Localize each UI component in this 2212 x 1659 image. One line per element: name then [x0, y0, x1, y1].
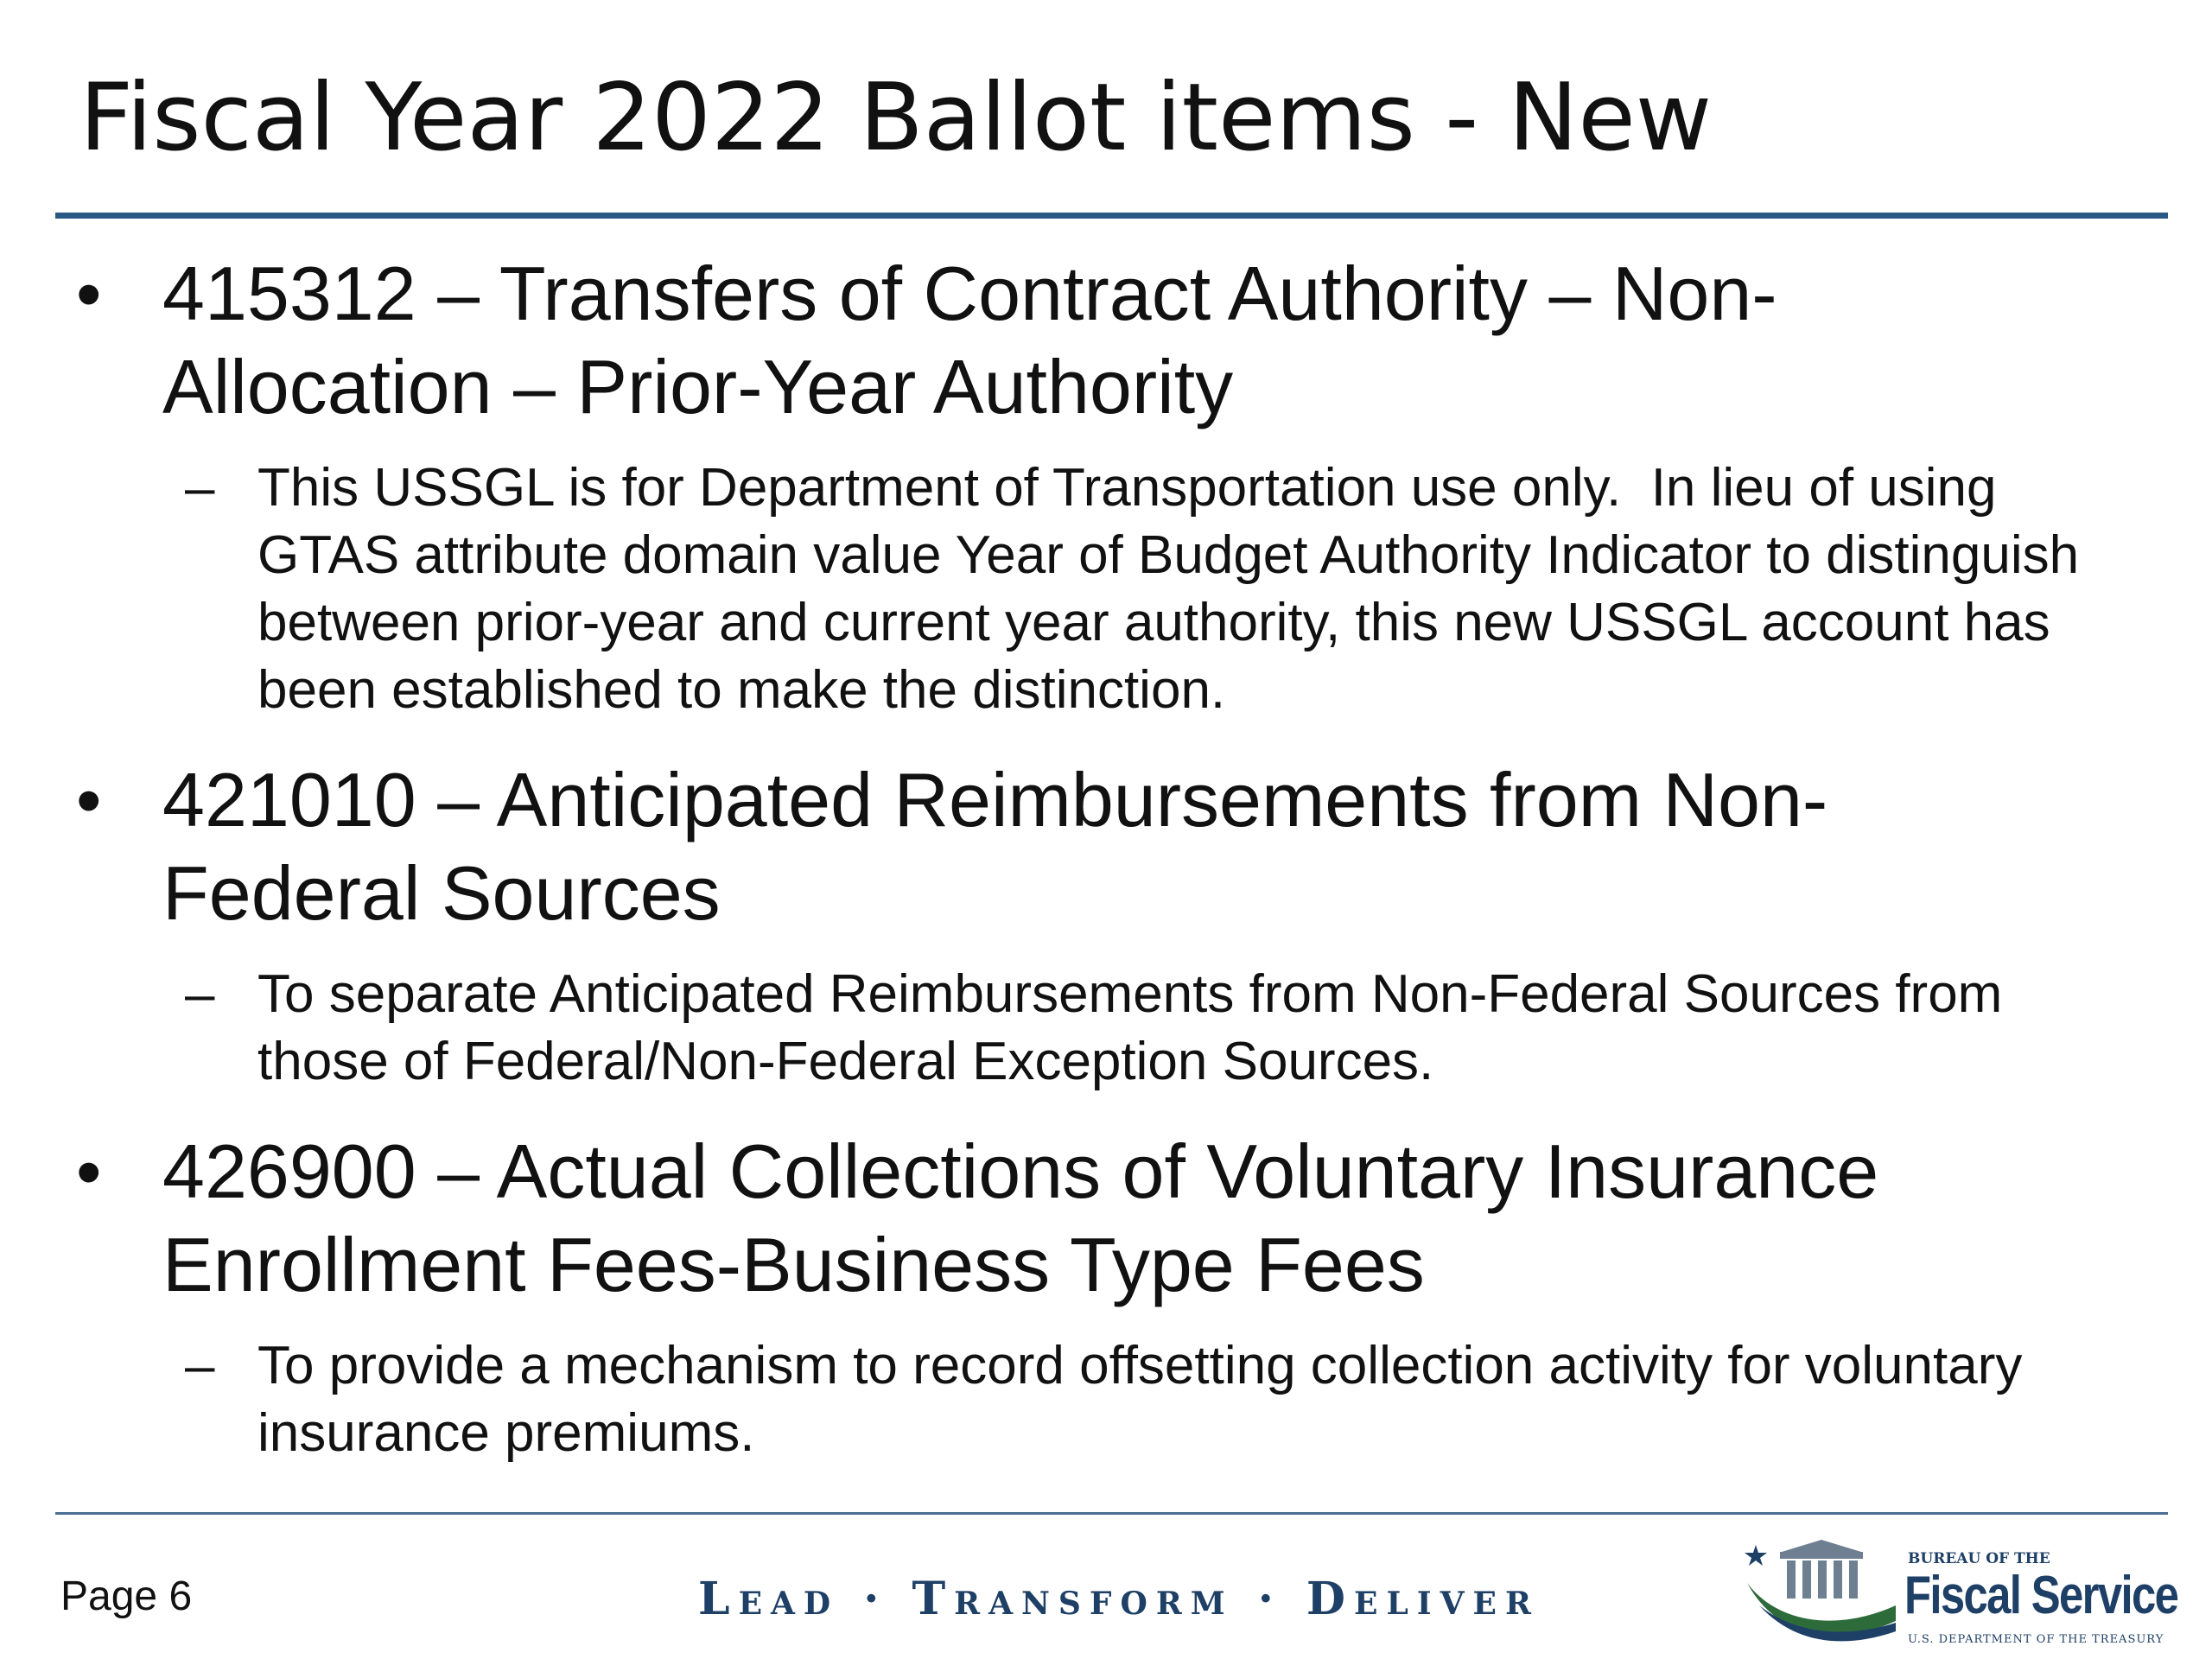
ballot-item-detail [0, 454, 2212, 724]
logo-name-text: Fiscal Service [1904, 1566, 2178, 1625]
ballot-item [0, 1125, 2212, 1467]
ballot-item-description: This USSGL is for Department of Transportation use only. In lieu of using GTAS attribute domain value Year of Budget Authority Indicator to distinguish between prior-year and current year authority, this new USSGL account has been established to make the distinction. [257, 458, 2094, 720]
footer-tagline: Lead · Transform · Deliver [698, 1573, 1540, 1625]
treasury-building-icon [1744, 1521, 1899, 1650]
ballot-item-title: 421010 – Anticipated Reimbursements from Non-Federal Sources [162, 757, 1828, 936]
bullet-marker: • [76, 1131, 102, 1212]
bullet-marker: • [76, 760, 102, 841]
fiscal-service-logo [1744, 1521, 2176, 1650]
logo-bureau-text: BUREAU OF THE [1908, 1550, 2050, 1567]
bullet-marker: • [76, 253, 102, 334]
title-divider [55, 213, 2168, 219]
ballot-item-detail [0, 1332, 2212, 1467]
ballot-item [0, 753, 2212, 1096]
ballot-item [0, 247, 2212, 724]
sub-bullet-marker: – [185, 458, 215, 518]
slide-content [0, 247, 2212, 1467]
sub-bullet-marker: – [185, 1336, 215, 1395]
footer-divider [55, 1512, 2168, 1515]
logo-dept-text: U.S. DEPARTMENT OF THE TREASURY [1908, 1633, 2164, 1646]
ballot-item-title: 415312 – Transfers of Contract Authority – Non-Allocation – Prior-Year Authority [162, 251, 1777, 429]
sub-bullet-marker: – [185, 964, 215, 1024]
ballot-item-title: 426900 – Actual Collections of Voluntary Insurance Enrollment Fees-Business Type Fees [162, 1128, 1879, 1307]
slide-title: Fiscal Year 2022 Ballot items - New [79, 64, 1713, 172]
ballot-item-detail [0, 961, 2212, 1096]
ballot-item-description: To separate Anticipated Reimbursements from Non-Federal Sources from those of Federal/Non-Federal Exception Sources. [257, 964, 2018, 1091]
page-number: Page 6 [60, 1573, 193, 1619]
ballot-item-description: To provide a mechanism to record offsetting collection activity for voluntary insurance premiums. [257, 1336, 2037, 1463]
